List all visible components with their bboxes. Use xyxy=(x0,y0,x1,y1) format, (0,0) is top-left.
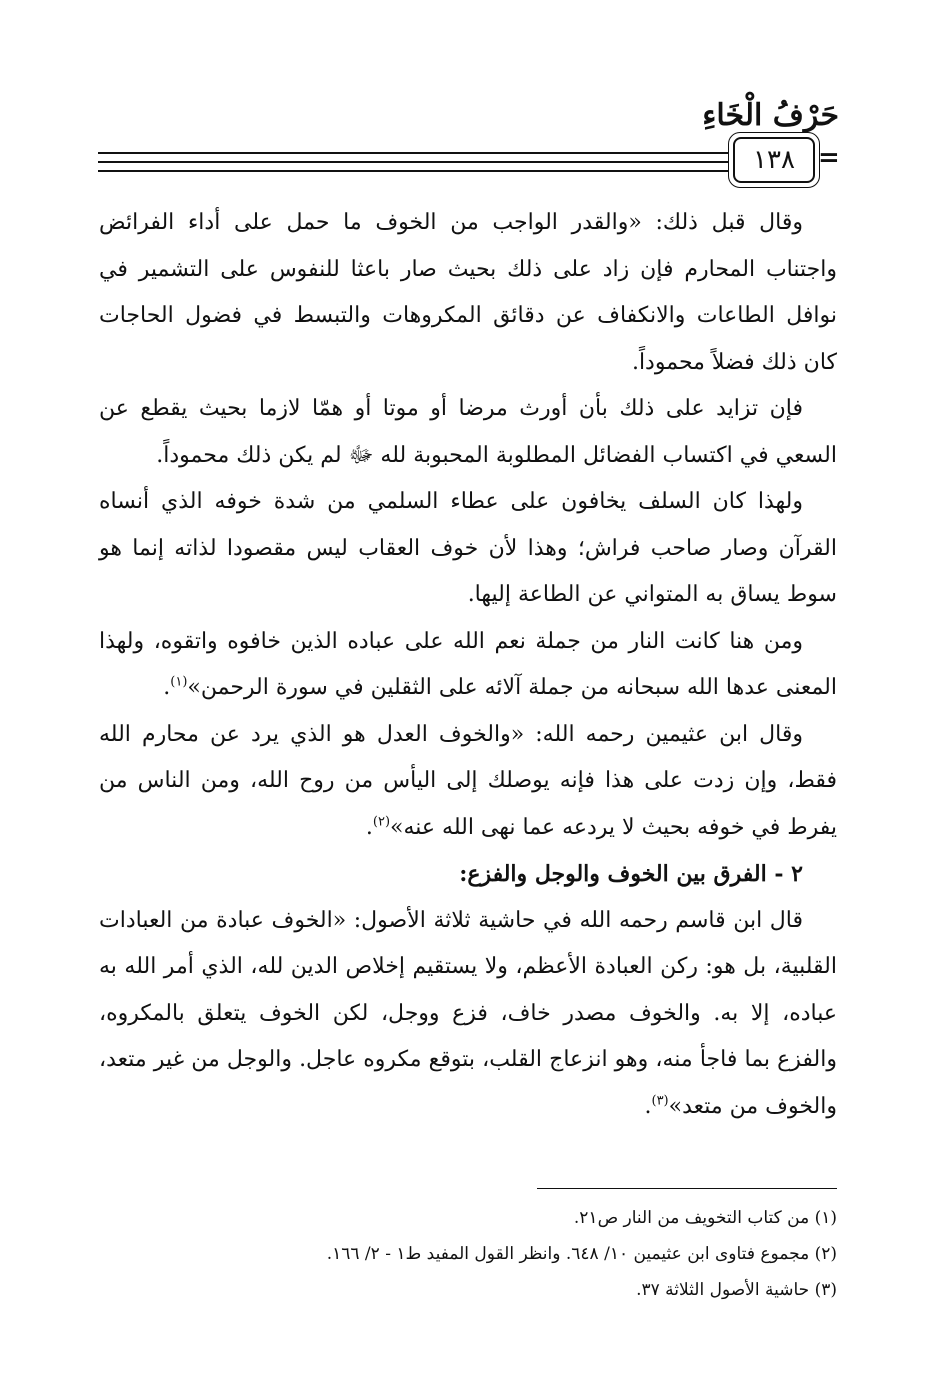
paragraph-text: قال ابن قاسم رحمه الله في حاشية ثلاثة الأصول: «الخوف عبادة من العبادات القلبية، بل هو: ركن العبادة الأعظم، ولا يستقيم إخلاص الدين لله، الذي أمر الله به عباده، إلا به. والخوف مصدر خاف، فزع ووجل، لكن الخوف يتعلق بالمكروه، والفزع بما فاجأ منه، وهو انزعاج القلب، بتوقع مكروه عاجل. والوجل من غير متعد، والخوف من متعد» xyxy=(99,907,837,1119)
body-text xyxy=(99,200,837,1130)
header-rule xyxy=(98,161,728,163)
paragraph: ولهذا كان السلف يخافون على عطاء السلمي من شدة خوفه الذي أنساه القرآن وصار صاحب فراش؛ وهذا لأن خوف العقاب ليس مقصودا لذاته إنما هو سوط يساق به المتواني عن الطاعة إليها. xyxy=(99,489,837,607)
footnote: (١) من كتاب التخويف من النار ص٢١. xyxy=(573,1208,837,1228)
paragraph-text: وقال ابن عثيمين رحمه الله: «والخوف العدل هو الذي يرد عن محارم الله فقط، وإن زدت على هذا فإنه يوصلك إلى اليأس من روح الله، ومن الناس من يفرط في خوفه بحيث لا يردعه عما نهى الله عنه» xyxy=(99,721,837,840)
header-rule xyxy=(98,152,728,154)
header-rule xyxy=(98,170,728,172)
footnote-rule xyxy=(537,1188,837,1189)
edge-mark: = xyxy=(818,143,840,173)
page-number xyxy=(733,137,815,183)
footnote: (٣) حاشية الأصول الثلاثة ٣٧. xyxy=(636,1280,837,1300)
footnote: (٢) مجموع فتاوى ابن عثيمين ١٠/ ٦٤٨. وانظر القول المفيد ط١ - ٢/ ١٦٦. xyxy=(326,1244,837,1264)
paragraph: قال ابن قاسم رحمه الله في حاشية ثلاثة الأصول: «الخوف عبادة من العبادات القلبية، بل هو: ركن العبادة الأعظم، ولا يستقيم إخلاص الدين لله، الذي أمر الله به عباده، إلا به. والخوف مصدر خاف، فزع ووجل، لكن الخوف يتعلق بالمكروه، والفزع بما فاجأ منه، وهو انزعاج القلب، بتوقع مكروه عاجل. والوجل من غير متعد، والخوف من متعد»$^{(٣)}$. xyxy=(99,907,837,1119)
running-head: حَرْفُ الْخَاءِ xyxy=(702,98,839,133)
section-heading: ٢ - الفرق بين الخوف والوجل والفزع: xyxy=(459,861,803,887)
paragraph: فإن تزايد على ذلك بأن أورث مرضا أو موتا أو همّا لازما بحيث يقطع عن السعي في اكتساب الفضائل المطلوبة المحبوبة لله ﷻ لم يكن ذلك محموداً. xyxy=(99,396,837,468)
paragraph: ومن هنا كانت النار من جملة نعم الله على عباده الذين خافوه واتقوه، ولهذا المعنى عدها الله سبحانه من جملة آلائه على الثقلين في سورة الرحمن»$^{(١)}$. xyxy=(99,628,837,700)
footnote-ref[interactable]: (٢) xyxy=(372,814,391,830)
footnote-ref[interactable]: (٣) xyxy=(651,1093,669,1109)
footnotes xyxy=(99,1200,837,1308)
footnote-ref[interactable]: (١) xyxy=(170,674,188,690)
paragraph: وقال ابن عثيمين رحمه الله: «والخوف العدل هو الذي يرد عن محارم الله فقط، وإن زدت على هذا فإنه يوصلك إلى اليأس من روح الله، ومن الناس من يفرط في خوفه بحيث لا يردعه عما نهى الله عنه»$^{(٢)}$. xyxy=(99,721,837,840)
paragraph-text: ومن هنا كانت النار من جملة نعم الله على عباده الذين خافوه واتقوه، ولهذا المعنى عدها الله سبحانه من جملة آلائه على الثقلين في سورة الرحمن» xyxy=(99,628,837,700)
paragraph: وقال قبل ذلك: «والقدر الواجب من الخوف ما حمل على أداء الفرائض واجتناب المحارم فإن زاد على ذلك بحيث صار باعثا للنفوس على التشمير في نوافل الطاعات والانكفاف عن دقائق المكروهات والتبسط في فضول الحاجات كان ذلك فضلاً محموداً. xyxy=(99,210,837,375)
page-number-text: ١٣٨ xyxy=(753,145,795,175)
